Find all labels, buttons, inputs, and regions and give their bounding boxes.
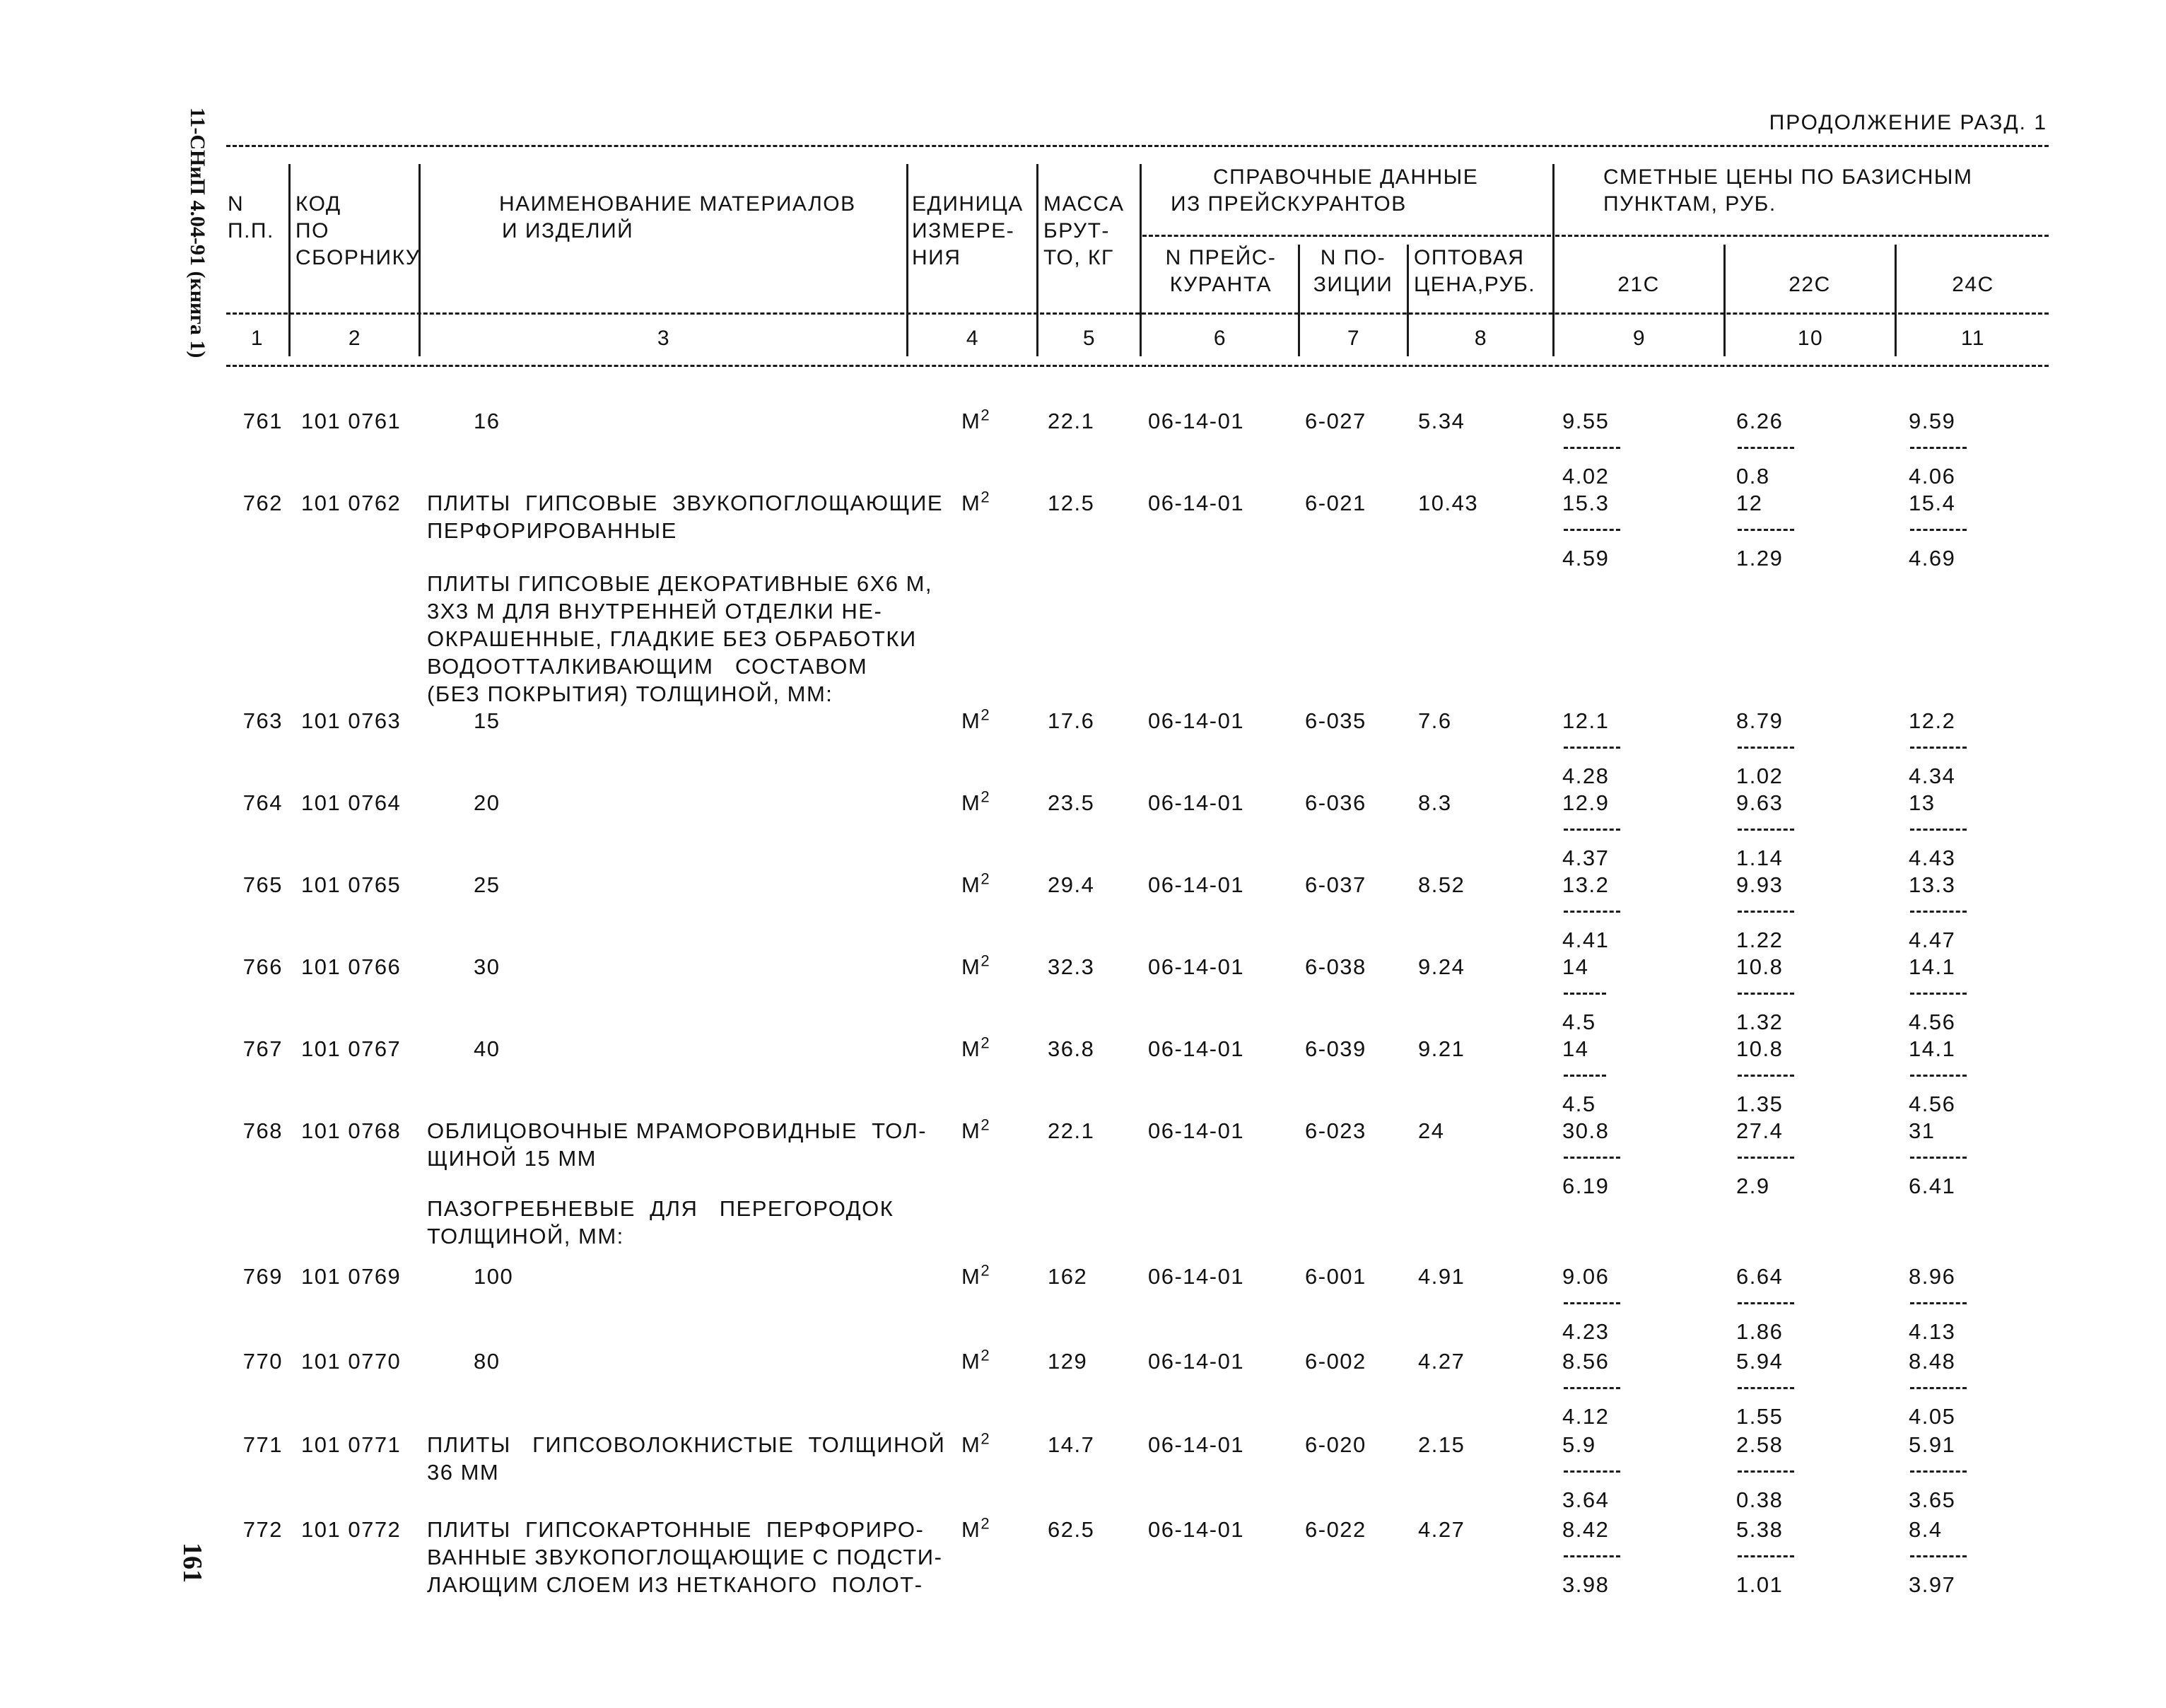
price-21c-bottom: 3.98 xyxy=(1562,1572,1610,1597)
col-number: 5 xyxy=(1082,327,1096,350)
price-22c-bottom: 0.8 xyxy=(1736,464,1770,489)
header-col11: 24С xyxy=(1952,273,1994,296)
col-separator xyxy=(1036,164,1038,356)
price-22c-top: 2.58 xyxy=(1736,1432,1784,1457)
price-21c-bottom: 6.19 xyxy=(1562,1174,1610,1198)
row-price-list: 06-14-01 xyxy=(1148,409,1245,433)
price-24c-bottom: 4.56 xyxy=(1909,1092,1956,1116)
row-position: 6-039 xyxy=(1305,1036,1366,1061)
row-wholesale-price: 4.27 xyxy=(1418,1349,1465,1374)
row-price-list: 06-14-01 xyxy=(1148,1264,1245,1289)
price-24c-top: 13 xyxy=(1909,790,1936,815)
price-24c-bottom: 3.97 xyxy=(1909,1572,1956,1597)
price-22c-bottom: 1.32 xyxy=(1736,1010,1784,1034)
price-22c-top: 10.8 xyxy=(1736,1036,1784,1061)
price-24c-top: 15.4 xyxy=(1909,491,1956,515)
row-name: 100 xyxy=(474,1264,514,1289)
row-mass: 32.3 xyxy=(1048,954,1095,979)
side-title: 11-СНиП 4.04-91 (книга 1) xyxy=(186,107,209,358)
price-21c-bottom: 4.12 xyxy=(1562,1404,1610,1429)
price-22c-bottom: 1.22 xyxy=(1736,928,1784,952)
row-price-list: 06-14-01 xyxy=(1148,1349,1245,1374)
header-col8: ОПТОВАЯ ЦЕНА,РУБ. xyxy=(1414,246,1536,296)
header-col4: ЕДИНИЦА ИЗМЕРЕ- НИЯ xyxy=(912,192,1024,269)
row-unit: $М^2$ xyxy=(961,1346,991,1374)
row-price-list: 06-14-01 xyxy=(1148,1432,1245,1457)
price-22c-bottom: 1.35 xyxy=(1736,1092,1784,1116)
row-name: 80 xyxy=(474,1349,500,1374)
price-24c-top: 12.2 xyxy=(1909,708,1956,733)
price-21c-bottom: 4.28 xyxy=(1562,764,1610,788)
header-col10: 22С xyxy=(1789,273,1831,296)
row-position: 6-023 xyxy=(1305,1118,1366,1143)
price-21c-divider xyxy=(1564,1555,1620,1557)
row-mass: 129 xyxy=(1048,1349,1088,1374)
row-price-list: 06-14-01 xyxy=(1148,708,1245,733)
header-col3: НАИМЕНОВАНИЕ МАТЕРИАЛОВ И ИЗДЕЛИЙ xyxy=(499,192,856,242)
row-unit: $М^2$ xyxy=(961,1034,991,1061)
row-code: 101 0771 xyxy=(301,1432,402,1457)
price-21c-top: 14 xyxy=(1562,954,1589,979)
price-21c-top: 5.9 xyxy=(1562,1432,1596,1457)
price-24c-top: 5.91 xyxy=(1909,1432,1956,1457)
row-name: ОБЛИЦОВОЧНЫЕ МРАМОРОВИДНЫЕ ТОЛ- ЩИНОЙ 15 ММ xyxy=(427,1118,927,1171)
price-22c-bottom: 0.38 xyxy=(1736,1487,1784,1512)
row-code: 101 0772 xyxy=(301,1517,402,1542)
price-24c-bottom: 6.41 xyxy=(1909,1174,1956,1198)
row-code: 101 0765 xyxy=(301,872,402,897)
row-unit: $М^2$ xyxy=(961,870,991,897)
row-mass: 162 xyxy=(1048,1264,1088,1289)
row-mass: 23.5 xyxy=(1048,790,1095,815)
header-col6: N ПРЕЙС- КУРАНТА xyxy=(1165,246,1277,296)
col-separator xyxy=(906,164,908,356)
row-unit: $М^2$ xyxy=(961,788,991,815)
price-22c-divider xyxy=(1738,529,1794,531)
price-22c-top: 9.93 xyxy=(1736,872,1784,897)
price-22c-top: 27.4 xyxy=(1736,1118,1784,1143)
price-24c-top: 8.48 xyxy=(1909,1349,1956,1374)
col-separator xyxy=(1140,164,1142,356)
row-name: 30 xyxy=(474,954,500,979)
row-mass: 36.8 xyxy=(1048,1036,1095,1061)
header-top-rule xyxy=(226,145,2049,147)
row-unit: $М^2$ xyxy=(961,706,991,733)
row-mass: 29.4 xyxy=(1048,872,1095,897)
row-wholesale-price: 7.6 xyxy=(1418,708,1452,733)
price-22c-divider xyxy=(1738,1555,1794,1557)
price-21c-top: 8.42 xyxy=(1562,1517,1610,1542)
price-22c-bottom: 1.14 xyxy=(1736,846,1784,870)
row-code: 101 0767 xyxy=(301,1036,402,1061)
row-unit: $М^2$ xyxy=(961,952,991,979)
price-22c-bottom: 1.55 xyxy=(1736,1404,1784,1429)
price-21c-top: 13.2 xyxy=(1562,872,1610,897)
price-22c-bottom: 2.9 xyxy=(1736,1174,1770,1198)
price-22c-top: 9.63 xyxy=(1736,790,1784,815)
price-24c-divider xyxy=(1910,447,1967,449)
price-24c-divider xyxy=(1910,529,1967,531)
row-mass: 22.1 xyxy=(1048,1118,1095,1143)
header-ref-group: СПРАВОЧНЫЕ ДАННЫЕ ИЗ ПРЕЙСКУРАНТОВ xyxy=(1171,165,1479,216)
price-22c-divider xyxy=(1738,1075,1794,1077)
price-24c-bottom: 3.65 xyxy=(1909,1487,1956,1512)
row-mass: 62.5 xyxy=(1048,1517,1095,1542)
row-position: 6-002 xyxy=(1305,1349,1366,1374)
row-price-list: 06-14-01 xyxy=(1148,790,1245,815)
row-wholesale-price: 9.24 xyxy=(1418,954,1465,979)
price-21c-divider xyxy=(1564,1157,1620,1159)
header-col7: N ПО- ЗИЦИИ xyxy=(1313,246,1393,296)
price-22c-divider xyxy=(1738,1387,1794,1389)
price-24c-bottom: 4.13 xyxy=(1909,1319,1956,1344)
price-21c-top: 8.56 xyxy=(1562,1349,1610,1374)
price-22c-top: 5.94 xyxy=(1736,1349,1784,1374)
row-number: 763 xyxy=(242,708,283,733)
price-24c-bottom: 4.47 xyxy=(1909,928,1956,952)
row-price-list: 06-14-01 xyxy=(1148,954,1245,979)
price-21c-top: 12.9 xyxy=(1562,790,1610,815)
price-21c-top: 12.1 xyxy=(1562,708,1610,733)
price-21c-divider xyxy=(1564,529,1620,531)
price-21c-top: 14 xyxy=(1562,1036,1589,1061)
row-wholesale-price: 10.43 xyxy=(1418,491,1479,515)
price-22c-divider xyxy=(1738,993,1794,995)
price-21c-top: 9.06 xyxy=(1562,1264,1610,1289)
price-21c-top: 30.8 xyxy=(1562,1118,1610,1143)
price-24c-top: 31 xyxy=(1909,1118,1936,1143)
price-24c-top: 14.1 xyxy=(1909,1036,1956,1061)
continuation-label: ПРОДОЛЖЕНИЕ РАЗД. 1 xyxy=(1769,111,2047,134)
row-wholesale-price: 9.21 xyxy=(1418,1036,1465,1061)
price-21c-divider xyxy=(1564,1302,1620,1304)
row-name: ПЛИТЫ ГИПСОКАРТОННЫЕ ПЕРФОРИРО- ВАННЫЕ ЗВУКОПОГЛОЩАЮЩИЕ С ПОДСТИ- ЛАЮЩИМ СЛОЕМ ИЗ НЕТКАНОГО ПОЛОТ- xyxy=(427,1517,943,1597)
price-24c-bottom: 4.56 xyxy=(1909,1010,1956,1034)
price-24c-divider xyxy=(1910,1302,1967,1304)
col-number: 4 xyxy=(966,327,980,350)
row-wholesale-price: 8.52 xyxy=(1418,872,1465,897)
row-name: 20 xyxy=(474,790,500,815)
row-position: 6-038 xyxy=(1305,954,1366,979)
row-position: 6-022 xyxy=(1305,1517,1366,1542)
row-number: 762 xyxy=(242,491,283,515)
row-number: 765 xyxy=(242,872,283,897)
price-24c-divider xyxy=(1910,1470,1967,1473)
row-name: ПЛИТЫ ГИПСОВЫЕ ЗВУКОПОГЛОЩАЮЩИЕ ПЕРФОРИРОВАННЫЕ xyxy=(427,491,944,543)
row-number: 767 xyxy=(242,1036,283,1061)
group-rule xyxy=(1555,235,2049,237)
col-number: 10 xyxy=(1797,327,1824,350)
row-wholesale-price: 4.91 xyxy=(1418,1264,1465,1289)
row-unit: $М^2$ xyxy=(961,488,991,515)
price-24c-bottom: 4.43 xyxy=(1909,846,1956,870)
col-number: 1 xyxy=(250,327,264,350)
row-wholesale-price: 24 xyxy=(1418,1118,1445,1143)
price-21c-bottom: 4.5 xyxy=(1562,1010,1596,1034)
col-number: 11 xyxy=(1960,327,1986,350)
header-col1: N П.П. xyxy=(228,192,274,242)
col-number: 6 xyxy=(1213,327,1227,350)
price-21c-divider xyxy=(1564,911,1620,913)
price-22c-top: 6.64 xyxy=(1736,1264,1784,1289)
price-22c-bottom: 1.29 xyxy=(1736,546,1784,571)
row-code: 101 0764 xyxy=(301,790,402,815)
price-24c-divider xyxy=(1910,1387,1967,1389)
row-wholesale-price: 2.15 xyxy=(1418,1432,1465,1457)
price-21c-bottom: 4.02 xyxy=(1562,464,1610,489)
number-row-rule xyxy=(226,312,2049,315)
row-unit: $М^2$ xyxy=(961,1429,991,1457)
header-col2: КОД ПО СБОРНИКУ xyxy=(295,192,421,269)
row-code: 101 0766 xyxy=(301,954,402,979)
price-21c-divider xyxy=(1564,993,1606,995)
price-22c-divider xyxy=(1738,829,1794,831)
price-22c-bottom: 1.01 xyxy=(1736,1572,1784,1597)
row-price-list: 06-14-01 xyxy=(1148,1517,1245,1542)
col-separator xyxy=(1895,245,1897,356)
price-21c-top: 9.55 xyxy=(1562,409,1610,433)
price-21c-divider xyxy=(1564,829,1620,831)
col-number: 8 xyxy=(1474,327,1488,350)
row-number: 764 xyxy=(242,790,283,815)
row-position: 6-036 xyxy=(1305,790,1366,815)
price-24c-divider xyxy=(1910,1157,1967,1159)
price-22c-divider xyxy=(1738,1157,1794,1159)
row-code: 101 0763 xyxy=(301,708,402,733)
price-24c-divider xyxy=(1910,1075,1967,1077)
row-position: 6-035 xyxy=(1305,708,1366,733)
row-unit: $М^2$ xyxy=(961,1261,991,1289)
col-separator xyxy=(1723,245,1726,356)
col-separator xyxy=(288,164,291,356)
price-24c-bottom: 4.05 xyxy=(1909,1404,1956,1429)
price-21c-divider xyxy=(1564,747,1620,749)
row-position: 6-021 xyxy=(1305,491,1366,515)
row-position: 6-020 xyxy=(1305,1432,1366,1457)
row-price-list: 06-14-01 xyxy=(1148,1036,1245,1061)
row-code: 101 0761 xyxy=(301,409,402,433)
price-22c-top: 8.79 xyxy=(1736,708,1784,733)
price-22c-divider xyxy=(1738,911,1794,913)
price-21c-bottom: 4.37 xyxy=(1562,846,1610,870)
price-24c-divider xyxy=(1910,993,1967,995)
price-21c-bottom: 3.64 xyxy=(1562,1487,1610,1512)
price-24c-divider xyxy=(1910,911,1967,913)
row-position: 6-037 xyxy=(1305,872,1366,897)
row-number: 771 xyxy=(242,1432,283,1457)
price-24c-top: 8.96 xyxy=(1909,1264,1956,1289)
price-21c-divider xyxy=(1564,1075,1606,1077)
price-21c-bottom: 4.41 xyxy=(1562,928,1610,952)
price-21c-top: 15.3 xyxy=(1562,491,1610,515)
col-separator xyxy=(1407,245,1409,356)
row-number: 761 xyxy=(242,409,283,433)
col-number: 9 xyxy=(1632,327,1646,350)
row-position: 6-001 xyxy=(1305,1264,1366,1289)
price-21c-bottom: 4.23 xyxy=(1562,1319,1610,1344)
row-code: 101 0770 xyxy=(301,1349,402,1374)
row-mass: 17.6 xyxy=(1048,708,1095,733)
header-col5: МАССА БРУТ- ТО, КГ xyxy=(1043,192,1125,269)
price-24c-top: 8.4 xyxy=(1909,1517,1943,1542)
row-number: 768 xyxy=(242,1118,283,1143)
row-name: 25 xyxy=(474,872,500,897)
row-unit: $М^2$ xyxy=(961,1116,991,1143)
row-number: 769 xyxy=(242,1264,283,1289)
row-mass: 22.1 xyxy=(1048,409,1095,433)
price-22c-top: 5.38 xyxy=(1736,1517,1784,1542)
group-heading: ПАЗОГРЕБНЕВЫЕ ДЛЯ ПЕРЕГОРОДОК ТОЛЩИНОЙ, ММ: xyxy=(427,1196,894,1248)
price-24c-bottom: 4.34 xyxy=(1909,764,1956,788)
price-21c-bottom: 4.5 xyxy=(1562,1092,1596,1116)
row-number: 770 xyxy=(242,1349,283,1374)
col-number: 2 xyxy=(348,327,362,350)
row-name: 15 xyxy=(474,708,500,733)
price-21c-divider xyxy=(1564,1470,1620,1473)
price-22c-bottom: 1.86 xyxy=(1736,1319,1784,1344)
price-22c-top: 10.8 xyxy=(1736,954,1784,979)
col-number: 7 xyxy=(1347,327,1361,350)
price-22c-divider xyxy=(1738,1470,1794,1473)
price-21c-divider xyxy=(1564,447,1620,449)
price-21c-bottom: 4.59 xyxy=(1562,546,1610,571)
page-number: 161 xyxy=(177,1543,207,1583)
row-code: 101 0762 xyxy=(301,491,402,515)
row-name: 16 xyxy=(474,409,500,433)
col-number: 3 xyxy=(657,327,671,350)
row-mass: 12.5 xyxy=(1048,491,1095,515)
price-24c-bottom: 4.06 xyxy=(1909,464,1956,489)
price-22c-divider xyxy=(1738,447,1794,449)
price-22c-divider xyxy=(1738,1302,1794,1304)
row-unit: $М^2$ xyxy=(961,406,991,433)
price-24c-top: 13.3 xyxy=(1909,872,1956,897)
price-22c-bottom: 1.02 xyxy=(1736,764,1784,788)
row-number: 772 xyxy=(242,1517,283,1542)
row-price-list: 06-14-01 xyxy=(1148,1118,1245,1143)
price-24c-top: 9.59 xyxy=(1909,409,1956,433)
col-separator xyxy=(1552,164,1555,356)
price-24c-divider xyxy=(1910,747,1967,749)
col-separator xyxy=(1298,245,1300,356)
price-24c-bottom: 4.69 xyxy=(1909,546,1956,571)
row-name: 40 xyxy=(474,1036,500,1061)
price-22c-top: 6.26 xyxy=(1736,409,1784,433)
price-22c-top: 12 xyxy=(1736,491,1763,515)
group-rule xyxy=(1142,235,1551,237)
price-22c-divider xyxy=(1738,747,1794,749)
row-code: 101 0769 xyxy=(301,1264,402,1289)
row-wholesale-price: 5.34 xyxy=(1418,409,1465,433)
price-24c-divider xyxy=(1910,1555,1967,1557)
row-number: 766 xyxy=(242,954,283,979)
row-name: ПЛИТЫ ГИПСОВОЛОКНИСТЫЕ ТОЛЩИНОЙ 36 ММ xyxy=(427,1432,946,1485)
row-code: 101 0768 xyxy=(301,1118,402,1143)
row-wholesale-price: 4.27 xyxy=(1418,1517,1465,1542)
row-position: 6-027 xyxy=(1305,409,1366,433)
group-heading: ПЛИТЫ ГИПСОВЫЕ ДЕКОРАТИВНЫЕ 6Х6 М, 3Х3 М ДЛЯ ВНУТРЕННЕЙ ОТДЕЛКИ НЕ- ОКРАШЕННЫЕ, ГЛАДКИЕ БЕЗ ОБРАБОТКИ ВОДООТТАЛКИВАЮЩИМ СОСТАВОМ (БЕЗ ПОКРЫТИЯ) ТОЛЩИНОЙ, ММ: xyxy=(427,571,933,706)
price-24c-divider xyxy=(1910,829,1967,831)
price-21c-divider xyxy=(1564,1387,1620,1389)
row-wholesale-price: 8.3 xyxy=(1418,790,1452,815)
header-col9: 21С xyxy=(1617,273,1660,296)
header-bottom-rule xyxy=(226,365,2049,367)
header-price-group: СМЕТНЫЕ ЦЕНЫ ПО БАЗИСНЫМ ПУНКТАМ, РУБ. xyxy=(1603,165,1973,216)
row-unit: $М^2$ xyxy=(961,1514,991,1542)
row-mass: 14.7 xyxy=(1048,1432,1095,1457)
price-24c-top: 14.1 xyxy=(1909,954,1956,979)
row-price-list: 06-14-01 xyxy=(1148,872,1245,897)
row-price-list: 06-14-01 xyxy=(1148,491,1245,515)
